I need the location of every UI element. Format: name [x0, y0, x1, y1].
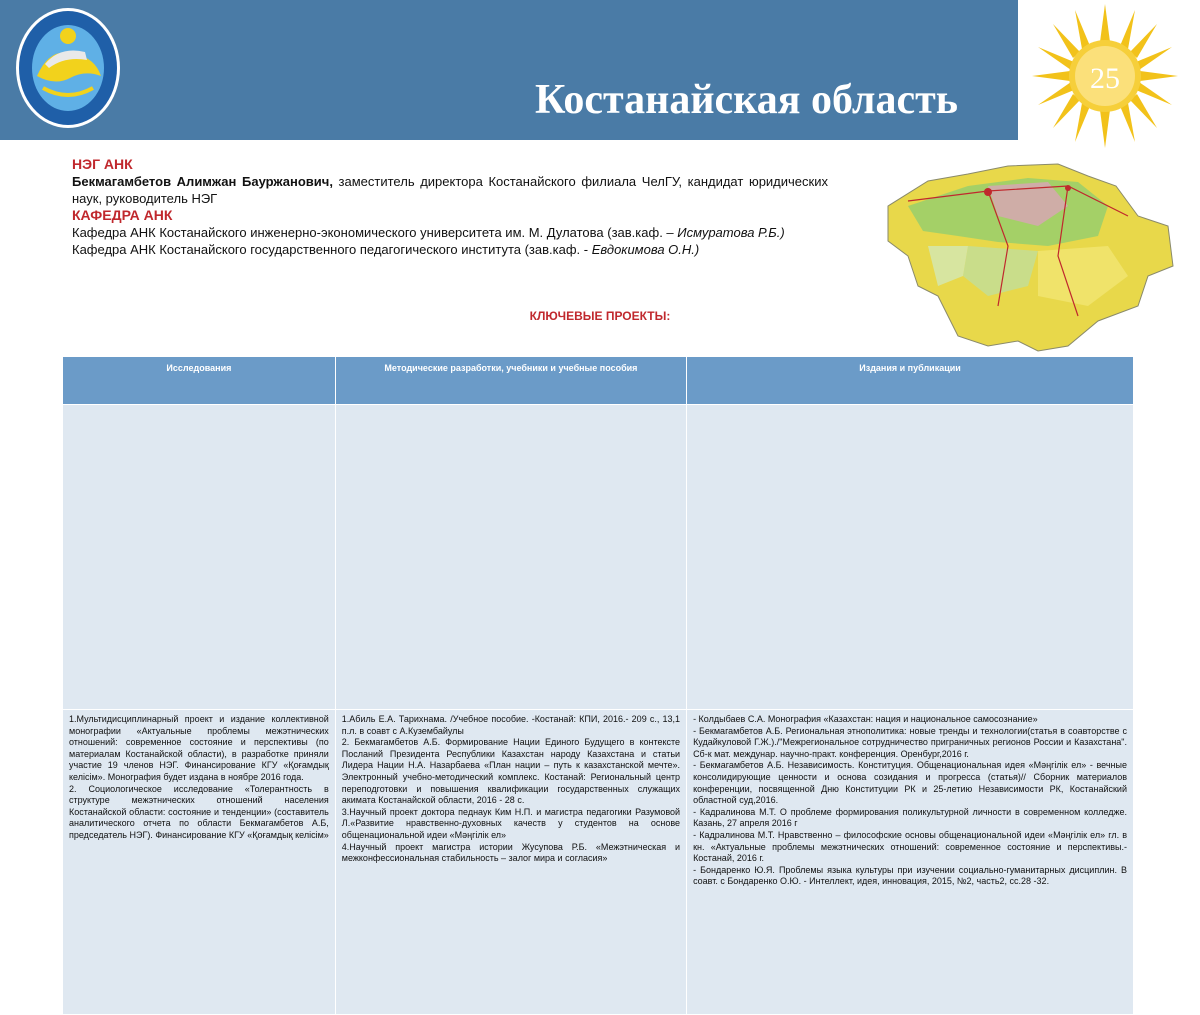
- leader-role: заместитель директора Костанайского филиала ЧелГУ, кандидат юридических наук, руководитель НЭГ: [72, 174, 828, 206]
- methods-cell: [335, 710, 686, 1015]
- anniversary-sun-logo: [1030, 2, 1180, 150]
- dept2-paragraph: [72, 241, 828, 258]
- projects-table: [62, 356, 1134, 1015]
- publication-item: - Кадралинова М.Т. О проблеме формирования поликультурной личности в современном колледже. Казань, 27 апреля 2016 г: [693, 806, 1127, 829]
- header-research: Исследования: [63, 357, 336, 405]
- dept1-paragraph: [72, 224, 828, 241]
- table-header-row: [63, 357, 1134, 405]
- publication-item: - Бондаренко Ю.Я. Проблемы языка культуры при изучении социально-гуманитарных дисциплин. В соавт. с Бондаренко О.Ю. - Интеллект, идея, инновация, 2015, №2, часть2, сс.28 -32.: [693, 864, 1127, 887]
- assembly-emblem-logo: [15, 6, 121, 130]
- research-item: 1.Мультидисциплинарный проект и издание коллективной монографии «Актуальные проблемы межэтнических отношений: современное состояние и перспективы (по материалам Костанайской области), в разработке приняли участие 19 членов НЭГ. Финансирование КГУ «Қоғамдық келісім». Монография будет издана в ноябре 2016 года.: [69, 714, 329, 782]
- header-methods: Методические разработки, учебники и учебные пособия: [335, 357, 686, 405]
- region-map: [868, 146, 1190, 368]
- page-title: Костанайская область: [535, 77, 958, 123]
- neg-heading: НЭГ АНК: [72, 156, 133, 172]
- dept1-head: Исмуратова Р.Б.): [677, 225, 785, 240]
- header-publications: Издания и публикации: [687, 357, 1134, 405]
- publication-item: - Кадралинова М.Т. Нравственно – философские основы общенациональной идеи «Мәңгілік ел» гл. в кн. «Актуальные проблемы межэтнических отношений: современное состояние и перспективы.- Костанай, 2016 г.: [693, 829, 1127, 864]
- dept2-text: Кафедра АНК Костанайского государственного педагогического института (зав.каф. -: [72, 242, 592, 257]
- anniversary-number: 25: [1090, 62, 1120, 95]
- methods-item: 4.Научный проект магистра истории Жусупова Р.Б. «Межэтническая и межконфессиональная стабильность – залог мира и согласия»: [341, 841, 681, 864]
- leader-name: Бекмагамбетов Алимжан Бауржанович,: [72, 174, 333, 189]
- publication-item: - Бекмагамбетов А.Б. Региональная этнополитика: новые тренды и технологии(статья в соавторстве с Кудайкуловой Г.Ж.)./"Межрегиональное сотрудничество приграничных регионов России и Казахстана". Сб-к мат. междунар. научно-практ. конференция. Оренбург,2016 г.: [693, 725, 1127, 759]
- publications-cell: [687, 710, 1134, 1015]
- publication-item: - Колдыбаев С.А. Монография «Казахстан: нация и национальное самосознание»: [693, 714, 1038, 724]
- dept2-head: Евдокимова О.Н.): [591, 242, 700, 257]
- research-item: 2. Социологическое исследование «Толерантность в структуре межэтнических отношений населения Костанайской области: состояние и тенденции» (составитель аналитического отчета по области Бекмагамбетов А.Б, председатель НЭГ). Финансирование КГУ «Қоғамдық келісім»: [69, 783, 329, 840]
- dept-heading: КАФЕДРА АНК: [72, 207, 173, 223]
- leader-paragraph: [72, 173, 828, 207]
- key-projects-title: КЛЮЧЕВЫЕ ПРОЕКТЫ:: [529, 309, 671, 323]
- table-row: [63, 710, 1134, 1015]
- research-cell: [63, 710, 336, 1015]
- publication-item: - Бекмагамбетов А.Б. Независимость. Конституция. Общенациональная идея «Мәңгілік ел» - вечные консолидирующие ценности и основа созидания и прогресса (статья)// Сборник материалов конференции, посвященной Дню Конституции РК и 25-летию Независимости РК, Костанайский областной суд,2016.: [693, 760, 1127, 806]
- methods-item: 3.Научный проект доктора педнаук Ким Н.П. и магистра педагогики Разумовой Л.«Развитие нравственно-духовных качеств у студентов на основе общенациональной идеи «Мәңгілік ел»: [341, 806, 681, 840]
- info-block: [72, 156, 828, 258]
- methods-item: 1.Абиль Е.А. Тарихнама. /Учебное пособие. -Костанай: КПИ, 2016.- 209 с., 13,1 п.л. в соавт с А.Кузембайулы: [341, 714, 681, 736]
- methods-item: 2. Бекмагамбетов А.Б. Формирование Нации Единого Будущего в контексте Посланий Президента Республики Казахстан народу Казахстана и статьи Лидера Нации Н.А. Назарбаева «План нации – путь к казахстанской мечте». Электронный учебно-методический комплекс. Костанай: Региональный центр переподготовки и повышения квалификации государственных служащих акимата Костанайской области, 2016 - 28 с.: [341, 737, 681, 806]
- dept1-text: Кафедра АНК Костанайского инженерно-экономического университета им. М. Дулатова (зав.каф. –: [72, 225, 678, 240]
